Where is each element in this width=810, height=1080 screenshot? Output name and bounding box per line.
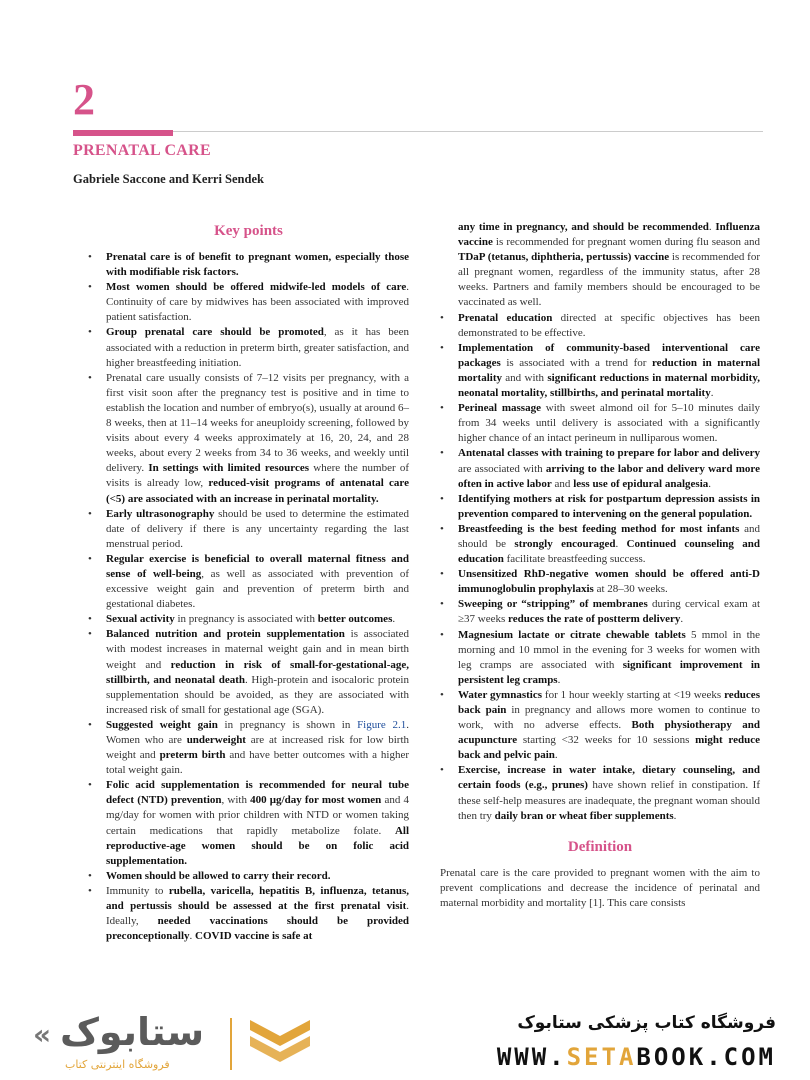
body-text: are at increased risk for low birth weight and: [106, 734, 410, 762]
bold-text: Early ultrasonography: [106, 507, 215, 520]
url-prefix: WWW.: [496, 1043, 567, 1071]
key-point-item: [88, 552, 409, 612]
bold-text: less use of epidural analgesia: [573, 477, 709, 490]
key-point-item: [440, 597, 760, 627]
body-text: Immunity to: [106, 884, 169, 897]
chapter-authors: Gabriele Saccone and Kerri Sendek: [73, 172, 264, 186]
key-point-item: [88, 612, 409, 627]
body-text: and 4 mg/day for women with prior children with NTD or women taking certain medications that rapidly metabolize folate.: [106, 794, 409, 837]
logo-chevron-icon: «: [33, 1018, 52, 1051]
bold-text: Group prenatal care should be promoted: [106, 326, 324, 339]
key-point-item: [440, 567, 760, 597]
key-point-item: [440, 628, 760, 688]
bold-text: Most women should be offered midwife-led models of care: [106, 281, 407, 294]
bold-text: rubella, varicella, hepatitis B, influenza, tetanus, and pertussis should be assessed at the first prenatal visit: [106, 884, 409, 913]
key-point-item: [88, 250, 409, 280]
bold-text: Breastfeeding is the best feeding method for most infants: [458, 522, 740, 535]
bold-text: reduction in maternal mortality: [458, 356, 761, 384]
bold-text: Identifying mothers at risk for postpartum depression assists in prevention compared to intervening on the general population.: [458, 492, 760, 520]
body-text: .: [708, 477, 712, 490]
key-points-list: [88, 250, 409, 944]
body-text: with sweet almond oil for 5–10 minutes daily from 34 weeks until delivery is associated with a significantly higher chance of an intact perineum in nulliparous women.: [458, 402, 760, 445]
body-text: .: [680, 613, 684, 626]
bold-text: Exercise, increase in water intake, dietary counseling, and certain foods (e.g., prunes): [458, 764, 760, 792]
body-text: 5 mmol in the morning and 10 mmol in the evening for 3 weeks for women with leg cramps are associated with: [458, 628, 761, 671]
bold-text: Perineal massage: [458, 402, 541, 415]
bold-text: Magnesium lactate or citrate chewable tablets: [458, 628, 686, 641]
bold-text: Unsensitized RhD-negative women should be offered anti-D immunoglobulin prophylaxis: [458, 568, 760, 596]
key-point-item: [440, 311, 760, 341]
body-text: and have better outcomes with a higher total weight gain.: [106, 749, 409, 777]
body-text: starting <32 weeks for 10 sessions: [517, 734, 696, 747]
bold-text: daily bran or wheat fiber supplements: [494, 809, 674, 822]
key-point-item: [440, 341, 760, 401]
bold-text: In settings with limited resources: [148, 462, 310, 475]
body-text: , with: [221, 794, 251, 807]
body-text: is recommended for pregnant women during flu season and: [492, 236, 760, 249]
body-text: . Ideally,: [106, 900, 409, 928]
bold-text: Regular exercise is beneficial to overall maternal fitness and sense of well-being: [106, 552, 409, 580]
key-point-item: [440, 522, 760, 567]
key-point-item: [88, 627, 409, 718]
body-text: .: [615, 537, 627, 550]
header-rule: [73, 131, 763, 132]
key-points-list-continued: [440, 311, 760, 824]
key-point-item: [88, 778, 409, 869]
bold-text: reduces back pain: [458, 688, 760, 716]
bold-text: 400 μg/day for most women: [250, 794, 382, 807]
bold-text: Folic acid supplementation is recommended for neural tube defect (NTD) prevention: [106, 779, 409, 807]
definition-paragraph: Prenatal care is the care provided to pregnant women with the aim to prevent complications and decrease the incidence of perinatal and maternal morbidity and mortality [1]. This care consists: [440, 866, 760, 909]
body-text: .: [708, 221, 716, 233]
bold-text: Antenatal classes with training to prepare for labor and delivery: [458, 447, 760, 460]
body-text: .: [189, 930, 196, 943]
body-text: in pregnancy is shown in: [217, 718, 358, 731]
body-text: in pregnancy is associated with: [174, 613, 318, 626]
bold-text: Prenatal care is of benefit to pregnant women, especially those with modifiable risk factors.: [106, 251, 409, 279]
bold-text: significant improvement in persistent leg cramps: [458, 658, 761, 686]
body-text: , as it has been associated with a reduction in preterm birth, greater satisfaction, and higher breastfeeding initiation.: [106, 326, 410, 369]
key-point-item: [440, 492, 760, 522]
left-column: [88, 222, 409, 944]
bold-text: Sexual activity: [106, 613, 175, 626]
logo-divider: [230, 1018, 232, 1070]
body-text: .: [554, 749, 558, 762]
chapter-number: 2: [73, 75, 95, 124]
bold-text: Prenatal education: [458, 311, 553, 324]
key-point-item: [440, 763, 760, 823]
key-point-item: [440, 446, 760, 491]
bold-text: All reproductive-age women should be on folic acid supplementation.: [106, 824, 409, 867]
body-text: .: [710, 387, 714, 400]
figure-link[interactable]: Figure 2.1: [357, 718, 407, 731]
bold-text: Both physiotherapy and acupuncture: [458, 719, 760, 747]
body-text: for 1 hour weekly starting at <19 weeks: [541, 688, 725, 701]
body-text: .: [392, 613, 396, 626]
store-name: فروشگاه کتاب پزشکی ستابوک: [517, 1013, 776, 1033]
bold-text: Continued counseling and education: [458, 537, 760, 566]
definition-heading: Definition: [567, 838, 633, 855]
chapter-title: PRENATAL CARE: [73, 142, 211, 159]
body-text: directed at specific objectives has been demonstrated to be effective.: [458, 311, 760, 339]
body-text: at 28–30 weeks.: [593, 583, 668, 596]
header-accent-bar: [73, 130, 173, 136]
bold-text: Influenza vaccine: [458, 221, 760, 249]
bold-text: reduces the rate of postterm delivery: [508, 613, 681, 626]
body-text: and should be: [458, 522, 760, 550]
body-text: are associated with: [458, 462, 546, 475]
bold-text: COVID vaccine is safe at: [195, 930, 313, 943]
body-text: have shown relief in constipation. If these self-help measures are inadequate, the pregnant woman should then try: [458, 779, 760, 822]
key-point-item: [440, 688, 760, 763]
body-text: is associated with a trend for: [500, 356, 652, 369]
bold-text: Balanced nutrition and protein supplementation: [106, 628, 345, 641]
body-text: . Women who are: [106, 718, 409, 746]
key-point-item: [88, 718, 409, 778]
setabook-logo-subtitle: فروشگاه اینترنتی کتاب: [65, 1058, 170, 1071]
url-suffix: BOOK.COM: [636, 1043, 776, 1071]
body-text: .: [557, 673, 561, 686]
bold-text: Water gymnastics: [458, 688, 542, 701]
right-column: [440, 220, 760, 911]
bold-text: Women should be allowed to carry their record.: [106, 869, 331, 882]
body-text: Prenatal care usually consists of 7–12 visits per pregnancy, with a first visit soon after the pregnancy test is positive and in time to establish the location and number of embryo(s), usually at around 6–8 weeks, then at 11–14 weeks for aneuploidy screening, followed by visits about every 4 weeks approximately at 16, 20, 24, and 28 weeks, about every 2 weeks from 34 to 36 weeks, and weekly until delivery.: [106, 371, 409, 475]
key-point-item: [88, 280, 409, 325]
bold-text: Sweeping or “stripping” of membranes: [458, 598, 648, 611]
bold-text: TDaP (tetanus, diphtheria, pertussis) vaccine: [458, 251, 670, 264]
body-text: . High-protein and isocaloric protein supplementation should be avoided, as they are associated with increased risk of small for gestational age (SGA).: [106, 673, 409, 716]
bold-text: reduced-visit programs of antenatal care (<5) are associated with an increase in perinatal mortality.: [106, 477, 409, 505]
body-text: facilitate breastfeeding success.: [503, 553, 646, 566]
key-point-item: [88, 869, 409, 884]
body-text: .: [673, 809, 677, 822]
body-text: should be used to determine the estimated date of delivery if there is any uncertainty regarding the last menstrual period.: [106, 507, 409, 550]
store-url[interactable]: [497, 1043, 776, 1071]
key-point-continuation: [458, 220, 760, 311]
url-accent: SETA: [566, 1043, 637, 1071]
bold-text: better outcomes: [317, 613, 393, 626]
body-text: is associated with modest increases in maternal weight gain and in mean birth weight and: [106, 628, 409, 671]
body-text: and: [551, 477, 574, 490]
bold-text: might reduce back and pelvic pain: [458, 734, 760, 762]
body-text: where the number of visits is already low,: [106, 462, 410, 490]
bold-text: significant reductions in maternal morbidity, neonatal mortality, stillbirths, and perinatal mortality: [458, 371, 760, 400]
key-point-item: [88, 884, 409, 944]
bold-text: arriving to the labor and delivery ward more often in active labor: [458, 462, 760, 490]
bold-text: any time in pregnancy, and should be recommended: [458, 221, 709, 233]
body-text: and with: [501, 371, 548, 384]
bold-text: reduction in risk of small-for-gestational-age, stillbirth, and neonatal death: [106, 658, 409, 686]
key-points-heading: Key points: [214, 223, 283, 239]
book-chevron-icon: [245, 1012, 315, 1072]
bold-text: Implementation of community-based interventional care packages: [458, 341, 760, 369]
body-text: is recommended for all pregnant women, regardless of the immunity status, after 28 weeks. Partners and family members should be encouraged to be vaccinated as well.: [458, 251, 760, 309]
bold-text: preterm birth: [159, 749, 226, 762]
key-point-item: [88, 325, 409, 370]
body-text: . Continuity of care by midwives has been associated with improved patient satisfaction.: [106, 281, 409, 324]
body-text: during cervical exam at ≥37 weeks: [458, 598, 760, 626]
bold-text: underweight: [186, 734, 246, 746]
body-text: , as well as associated with prevention of excessive weight gain and prevention of preterm birth and gestational diabetes.: [106, 567, 409, 611]
key-point-item: [88, 507, 409, 552]
bold-text: needed vaccinations should be provided preconceptionally: [106, 915, 409, 943]
setabook-logo: ستابوک: [60, 1010, 205, 1054]
key-point-item: [440, 401, 760, 446]
body-text: in pregnancy and allows more women to continue to work, with no adverse effects.: [458, 704, 760, 732]
bold-text: Suggested weight gain: [106, 718, 218, 731]
key-point-item: [88, 371, 409, 507]
bold-text: strongly encouraged: [514, 537, 616, 550]
